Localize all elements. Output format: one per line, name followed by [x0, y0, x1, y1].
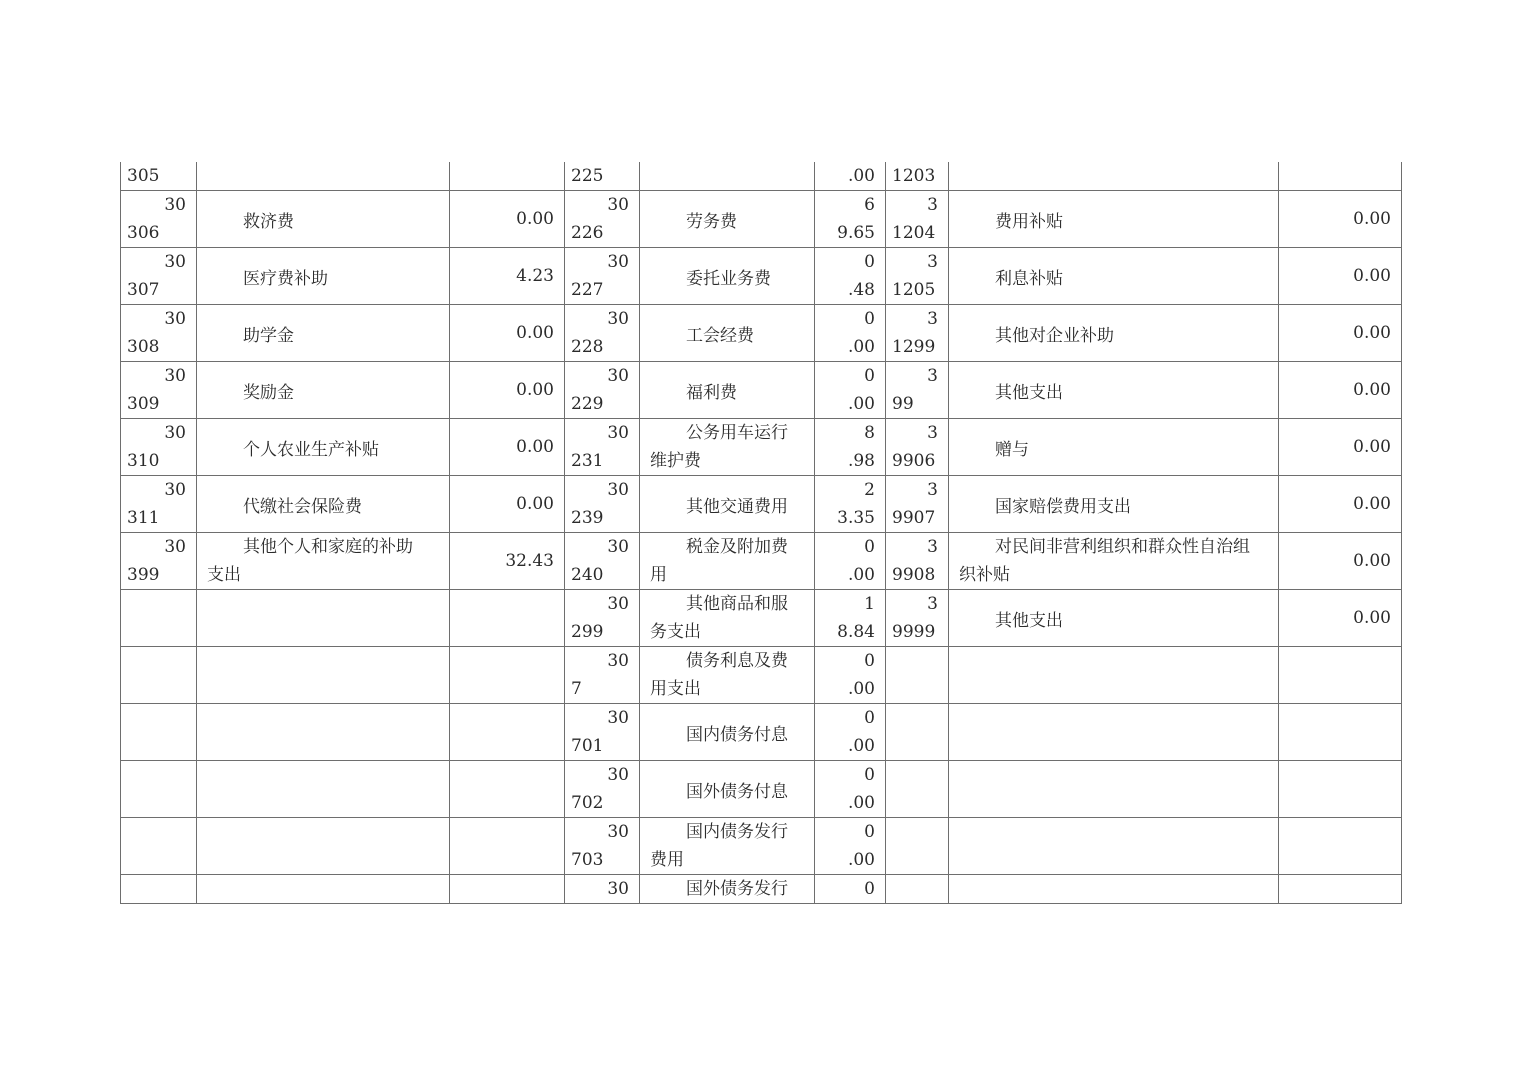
code-cell [886, 647, 949, 704]
amount-cell [450, 248, 565, 305]
amount-cell [450, 191, 565, 248]
amount-cell [815, 704, 886, 761]
table-row [121, 590, 1402, 647]
amount-cell: .00 [815, 162, 886, 191]
code-bottom: 240 [571, 565, 604, 585]
amount-cell [1279, 248, 1402, 305]
item-name: 其他对企业补助 [995, 325, 1114, 346]
code-top: 30 [607, 594, 629, 614]
code-top: 30 [164, 537, 186, 557]
table-row [121, 875, 1402, 904]
name-cell [949, 533, 1279, 590]
code-cell [121, 875, 197, 904]
amount-value: 0.00 [1353, 266, 1391, 286]
code-cell [886, 248, 949, 305]
item-name-line: 织补贴 [959, 565, 1010, 585]
amount-cell [1279, 818, 1402, 875]
amount-top: 0 [864, 537, 875, 557]
code-bottom: 306 [127, 223, 160, 243]
amount-cell [450, 419, 565, 476]
name-cell [640, 704, 815, 761]
code-top: 30 [607, 480, 629, 500]
code-top: 30 [164, 252, 186, 272]
amount-cell [450, 162, 565, 191]
amount-top: 0 [864, 765, 875, 785]
name-cell [197, 590, 450, 647]
name-cell [197, 162, 450, 191]
code-cell [886, 818, 949, 875]
code-top [886, 647, 948, 675]
item-name: 赠与 [995, 439, 1029, 460]
cell-text: 国外债务发行 [686, 879, 788, 899]
amount-cell [815, 875, 886, 904]
amount-value: 0.00 [516, 209, 554, 229]
code-top [121, 647, 196, 675]
code-bottom: 9906 [892, 451, 936, 471]
name-cell [197, 476, 450, 533]
code-top: 30 [607, 651, 629, 671]
code-cell [121, 761, 197, 818]
code-cell [886, 590, 949, 647]
code-bottom [886, 732, 948, 760]
amount-value: 0.00 [1353, 494, 1391, 514]
code-bottom [121, 618, 196, 646]
name-cell [640, 533, 815, 590]
amount-cell [1279, 533, 1402, 590]
item-name: 利息补贴 [995, 268, 1063, 289]
name-cell [197, 818, 450, 875]
code-top: 3 [927, 252, 938, 272]
amount-cell [1279, 647, 1402, 704]
amount-cell [450, 761, 565, 818]
amount-cell [815, 476, 886, 533]
code-bottom: 9999 [892, 622, 936, 642]
code-bottom: 7 [571, 679, 582, 699]
name-cell [197, 533, 450, 590]
code-cell [121, 248, 197, 305]
item-name: 国内债务付息 [686, 724, 788, 745]
amount-value: 32.43 [505, 551, 554, 571]
amount-cell [815, 533, 886, 590]
code-cell [886, 875, 949, 904]
code-top: 30 [164, 366, 186, 386]
table-row [121, 419, 1402, 476]
code-bottom: 99 [892, 394, 914, 414]
name-cell [640, 419, 815, 476]
amount-top: 2 [864, 480, 875, 500]
amount-cell [815, 305, 886, 362]
code-cell [121, 704, 197, 761]
amount-cell [1279, 476, 1402, 533]
amount-cell [450, 704, 565, 761]
amount-top: 0 [864, 822, 875, 842]
code-cell [121, 305, 197, 362]
code-top: 3 [927, 423, 938, 443]
name-cell [949, 419, 1279, 476]
code-top [886, 818, 948, 846]
item-name-line: 税金及附加费 [686, 537, 788, 557]
code-cell [565, 533, 640, 590]
code-cell [121, 191, 197, 248]
amount-top: 0 [864, 366, 875, 386]
amount-cell [1279, 362, 1402, 419]
amount-bottom: .00 [847, 394, 875, 414]
cell-text: 0 [864, 879, 875, 899]
item-name: 国家赔偿费用支出 [995, 496, 1131, 517]
amount-bottom: 9.65 [837, 223, 875, 243]
name-cell [640, 191, 815, 248]
code-bottom: 226 [571, 223, 604, 243]
amount-bottom: .00 [847, 337, 875, 357]
amount-cell [815, 761, 886, 818]
code-top: 30 [164, 309, 186, 329]
name-cell [197, 191, 450, 248]
code-bottom [886, 789, 948, 817]
item-name: 其他交通费用 [686, 496, 788, 517]
code-bottom: 309 [127, 394, 160, 414]
name-cell [197, 248, 450, 305]
table-row [121, 162, 1402, 191]
item-name: 医疗费补助 [243, 268, 328, 289]
name-cell [197, 704, 450, 761]
name-cell [197, 419, 450, 476]
code-bottom [121, 789, 196, 817]
name-cell [949, 162, 1279, 191]
code-top [121, 704, 196, 732]
item-name: 奖励金 [243, 382, 294, 403]
code-bottom: 1205 [892, 280, 936, 300]
item-name-line: 其他个人和家庭的补助 [243, 537, 413, 557]
amount-bottom: .00 [847, 793, 875, 813]
code-top: 3 [927, 480, 938, 500]
amount-cell [450, 647, 565, 704]
code-top [886, 761, 948, 789]
amount-value: 0.00 [516, 494, 554, 514]
amount-top: 0 [864, 309, 875, 329]
name-cell [640, 476, 815, 533]
item-name: 助学金 [243, 325, 294, 346]
amount-cell [1279, 305, 1402, 362]
code-top: 30 [164, 480, 186, 500]
amount-cell [450, 533, 565, 590]
code-top: 30 [607, 537, 629, 557]
amount-cell [815, 647, 886, 704]
item-name-line: 费用 [650, 850, 684, 870]
code-cell [565, 761, 640, 818]
item-name: 其他支出 [995, 382, 1063, 403]
amount-bottom: .00 [847, 679, 875, 699]
amount-value: 0.00 [1353, 380, 1391, 400]
name-cell [197, 875, 450, 904]
name-cell [949, 191, 1279, 248]
item-name-line: 国内债务发行 [686, 822, 788, 842]
code-top: 30 [607, 423, 629, 443]
code-cell [886, 191, 949, 248]
name-cell [197, 305, 450, 362]
item-name: 费用补贴 [995, 211, 1063, 232]
item-name: 国外债务付息 [686, 781, 788, 802]
amount-bottom: 8.84 [837, 622, 875, 642]
code-cell [121, 818, 197, 875]
code-top [121, 590, 196, 618]
amount-cell [1279, 761, 1402, 818]
amount-bottom: .00 [847, 850, 875, 870]
code-top: 3 [927, 594, 938, 614]
code-cell [121, 419, 197, 476]
item-name-line: 维护费 [650, 451, 701, 471]
amount-value: 0.00 [1353, 209, 1391, 229]
amount-cell [815, 191, 886, 248]
code-top: 3 [927, 195, 938, 215]
code-top [121, 818, 196, 846]
code-cell [886, 476, 949, 533]
amount-bottom: .48 [847, 280, 875, 300]
amount-bottom: 3.35 [837, 508, 875, 528]
item-name-line: 用 [650, 565, 667, 585]
amount-top: 8 [864, 423, 875, 443]
table-row [121, 647, 1402, 704]
code-top: 30 [607, 366, 629, 386]
code-bottom [886, 675, 948, 703]
code-bottom: 229 [571, 394, 604, 414]
name-cell [949, 590, 1279, 647]
amount-bottom: .00 [847, 565, 875, 585]
code-cell [565, 191, 640, 248]
name-cell [949, 647, 1279, 704]
amount-cell [450, 590, 565, 647]
code-cell [121, 476, 197, 533]
name-cell [949, 476, 1279, 533]
code-cell [565, 248, 640, 305]
amount-value: 0.00 [516, 380, 554, 400]
name-cell [640, 162, 815, 191]
amount-cell [1279, 875, 1402, 904]
code-top [121, 761, 196, 789]
code-bottom: 1299 [892, 337, 936, 357]
code-top: 30 [164, 195, 186, 215]
name-cell [640, 875, 815, 904]
code-cell [886, 305, 949, 362]
item-name: 其他支出 [995, 610, 1063, 631]
code-bottom: 299 [571, 622, 604, 642]
code-cell [565, 818, 640, 875]
name-cell [640, 647, 815, 704]
name-cell [197, 362, 450, 419]
code-bottom: 399 [127, 565, 160, 585]
name-cell [949, 362, 1279, 419]
name-cell [640, 362, 815, 419]
item-name-line: 用支出 [650, 679, 701, 699]
code-cell [121, 533, 197, 590]
amount-bottom: .00 [847, 736, 875, 756]
amount-cell [1279, 162, 1402, 191]
amount-bottom: .98 [847, 451, 875, 471]
code-top: 30 [164, 423, 186, 443]
item-name-line: 债务利息及费 [686, 651, 788, 671]
amount-top: 0 [864, 651, 875, 671]
item-name-line: 公务用车运行 [686, 423, 788, 443]
amount-value: 0.00 [1353, 551, 1391, 571]
code-top: 3 [927, 537, 938, 557]
code-bottom: 307 [127, 280, 160, 300]
table-row [121, 191, 1402, 248]
amount-value: 0.00 [1353, 437, 1391, 457]
code-top: 3 [927, 309, 938, 329]
item-name-line: 其他商品和服 [686, 594, 788, 614]
code-bottom: 227 [571, 280, 604, 300]
name-cell [640, 305, 815, 362]
name-cell [197, 761, 450, 818]
amount-top: 0 [864, 252, 875, 272]
name-cell [949, 875, 1279, 904]
code-bottom [121, 846, 196, 874]
table-row [121, 818, 1402, 875]
item-name: 救济费 [243, 211, 294, 232]
code-bottom: 703 [571, 850, 604, 870]
item-name: 工会经费 [686, 325, 754, 346]
amount-cell [815, 362, 886, 419]
item-name: 委托业务费 [686, 268, 771, 289]
item-name-line: 支出 [207, 565, 241, 585]
name-cell [640, 818, 815, 875]
code-top: 30 [607, 252, 629, 272]
table-row [121, 305, 1402, 362]
amount-value: 4.23 [516, 266, 554, 286]
code-cell [121, 362, 197, 419]
cell-text: 30 [607, 879, 629, 899]
code-bottom [886, 846, 948, 874]
code-top [886, 704, 948, 732]
amount-value: 0.00 [1353, 608, 1391, 628]
item-name-line: 对民间非营利组织和群众性自治组 [995, 537, 1250, 557]
code-cell [886, 419, 949, 476]
item-name: 代缴社会保险费 [243, 496, 362, 517]
code-cell [886, 533, 949, 590]
code-cell: 225 [565, 162, 640, 191]
amount-cell [1279, 590, 1402, 647]
code-cell [565, 362, 640, 419]
code-cell [565, 704, 640, 761]
code-cell [121, 647, 197, 704]
code-bottom [121, 732, 196, 760]
amount-cell [815, 590, 886, 647]
code-bottom: 1204 [892, 223, 936, 243]
table-row [121, 761, 1402, 818]
amount-cell [450, 818, 565, 875]
code-top: 3 [927, 366, 938, 386]
name-cell [949, 248, 1279, 305]
name-cell [640, 590, 815, 647]
code-bottom: 9908 [892, 565, 936, 585]
code-cell: 305 [121, 162, 197, 191]
code-cell [565, 419, 640, 476]
item-name: 劳务费 [686, 211, 737, 232]
name-cell [949, 761, 1279, 818]
name-cell [949, 704, 1279, 761]
code-cell [565, 647, 640, 704]
code-cell [565, 476, 640, 533]
amount-cell [450, 362, 565, 419]
code-cell [565, 305, 640, 362]
table-row [121, 476, 1402, 533]
budget-table [120, 162, 1402, 904]
item-name: 个人农业生产补贴 [243, 439, 379, 460]
code-cell [886, 704, 949, 761]
code-cell [886, 761, 949, 818]
table-row [121, 248, 1402, 305]
code-top: 30 [607, 309, 629, 329]
name-cell [949, 305, 1279, 362]
item-name: 福利费 [686, 382, 737, 403]
code-top: 30 [607, 708, 629, 728]
code-cell: 1203 [886, 162, 949, 191]
code-cell [565, 875, 640, 904]
table-row [121, 362, 1402, 419]
code-bottom: 228 [571, 337, 604, 357]
amount-cell [815, 818, 886, 875]
code-bottom: 702 [571, 793, 604, 813]
table-row [121, 704, 1402, 761]
code-cell [565, 590, 640, 647]
name-cell [640, 761, 815, 818]
amount-cell [1279, 191, 1402, 248]
amount-cell [815, 248, 886, 305]
code-bottom [121, 675, 196, 703]
code-bottom: 231 [571, 451, 604, 471]
amount-value: 0.00 [1353, 323, 1391, 343]
code-bottom: 9907 [892, 508, 936, 528]
amount-value: 0.00 [516, 437, 554, 457]
amount-cell [450, 875, 565, 904]
name-cell [949, 818, 1279, 875]
code-top: 30 [607, 195, 629, 215]
code-top: 30 [607, 822, 629, 842]
code-bottom: 310 [127, 451, 160, 471]
amount-value: 0.00 [516, 323, 554, 343]
code-bottom: 311 [127, 508, 160, 528]
code-bottom: 239 [571, 508, 604, 528]
amount-top: 6 [864, 195, 875, 215]
code-top: 30 [607, 765, 629, 785]
amount-top: 1 [864, 594, 875, 614]
code-cell [886, 362, 949, 419]
amount-cell [1279, 704, 1402, 761]
amount-top: 0 [864, 708, 875, 728]
code-bottom: 308 [127, 337, 160, 357]
amount-cell [1279, 419, 1402, 476]
name-cell [640, 248, 815, 305]
amount-cell [815, 419, 886, 476]
amount-cell [450, 476, 565, 533]
code-bottom: 701 [571, 736, 604, 756]
table-row [121, 533, 1402, 590]
name-cell [197, 647, 450, 704]
amount-cell [450, 305, 565, 362]
item-name-line: 务支出 [650, 622, 701, 642]
code-cell [121, 590, 197, 647]
